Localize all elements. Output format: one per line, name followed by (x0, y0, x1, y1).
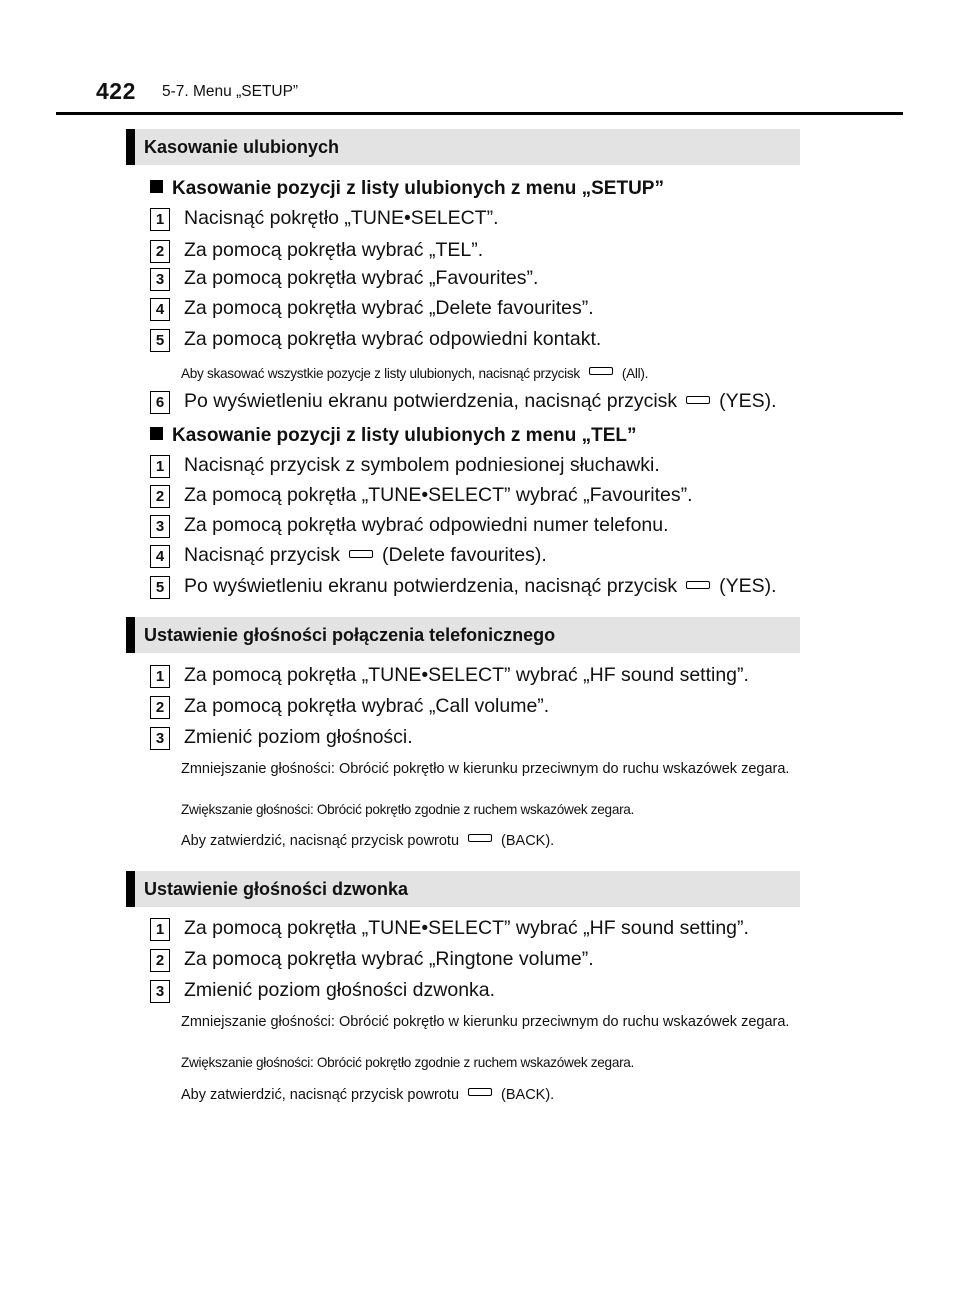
step (150, 727, 800, 751)
step (150, 455, 800, 479)
step-text: Za pomocą pokrętła wybrać odpowiedni kontakt. (184, 328, 602, 350)
step-number: 2 (150, 485, 170, 508)
step-text: Nacisnąć pokrętło „TUNE•SELECT”. (184, 207, 499, 229)
step (150, 485, 800, 509)
step-text: Za pomocą pokrętła „TUNE•SELECT” wybrać „HF sound setting”. (184, 664, 749, 686)
step-number: 3 (150, 727, 170, 750)
step-text: Za pomocą pokrętła wybrać „Delete favourites”. (184, 297, 594, 319)
note: Zmniejszanie głośności: Obrócić pokrętło w kierunku przeciwnym do ruchu wskazówek zegara. (181, 1014, 790, 1030)
step-text: Zmienić poziom głośności. (184, 726, 413, 748)
step-text: Po wyświetleniu ekranu potwierdzenia, nacisnąć przycisk (YES). (184, 390, 777, 412)
step-text: Po wyświetleniu ekranu potwierdzenia, nacisnąć przycisk (YES). (184, 575, 777, 597)
step-number: 5 (150, 329, 170, 352)
note-text: Aby skasować wszystkie pozycje z listy ulubionych, nacisnąć przycisk (181, 366, 580, 381)
delete-favourites-button-icon (349, 550, 373, 558)
step-number: 1 (150, 208, 170, 231)
step (150, 268, 800, 292)
all-button-icon (589, 367, 613, 375)
yes-button-icon (686, 581, 710, 589)
note: Zwiększanie głośności: Obrócić pokrętło zgodnie z ruchem wskazówek zegara. (181, 1055, 635, 1070)
step-number: 2 (150, 696, 170, 719)
step-text: Zmienić poziom głośności dzwonka. (184, 979, 496, 1001)
note: Aby zatwierdzić, nacisnąć przycisk powrotu (BACK). (181, 1087, 555, 1103)
step (150, 576, 800, 600)
step (150, 329, 800, 353)
step-number: 2 (150, 240, 170, 263)
step (150, 918, 800, 942)
step-number: 1 (150, 665, 170, 688)
section-heading-delete-favourites (126, 129, 800, 165)
section-heading-ringtone-volume (126, 871, 800, 907)
step-text: Za pomocą pokrętła „TUNE•SELECT” wybrać „HF sound setting”. (184, 917, 749, 939)
step-text: Za pomocą pokrętła wybrać „Ringtone volume”. (184, 948, 594, 970)
step (150, 515, 800, 539)
square-bullet-icon (150, 180, 163, 193)
step-text: Za pomocą pokrętła wybrać odpowiedni numer telefonu. (184, 514, 669, 536)
step (150, 545, 800, 569)
step (150, 298, 800, 322)
step-text: Za pomocą pokrętła wybrać „Favourites”. (184, 267, 539, 289)
square-bullet-icon (150, 427, 163, 440)
subheading-setup-menu (150, 178, 664, 200)
section-heading-call-volume (126, 617, 800, 653)
step-number: 2 (150, 949, 170, 972)
step-text: Za pomocą pokrętła „TUNE•SELECT” wybrać „Favourites”. (184, 484, 693, 506)
step (150, 391, 800, 415)
step-number: 1 (150, 918, 170, 941)
section-title: Kasowanie ulubionych (144, 137, 340, 157)
page-number: 422 (96, 78, 136, 104)
yes-button-icon (686, 396, 710, 404)
step-number: 3 (150, 980, 170, 1003)
step-text: Za pomocą pokrętła wybrać „Call volume”. (184, 695, 550, 717)
header-rule (56, 112, 903, 115)
section-title: Ustawienie głośności połączenia telefonicznego (144, 625, 556, 645)
back-button-icon (468, 834, 492, 842)
subheading-text: Kasowanie pozycji z listy ulubionych z menu „TEL” (172, 425, 637, 446)
note-text: (All). (621, 366, 649, 381)
step-number: 4 (150, 298, 170, 321)
step-text: Nacisnąć przycisk (Delete favourites). (184, 544, 547, 566)
note (181, 364, 800, 383)
subheading-tel-menu (150, 425, 637, 447)
section-title: Ustawienie głośności dzwonka (144, 879, 409, 899)
step-number: 5 (150, 576, 170, 599)
note: Zmniejszanie głośności: Obrócić pokrętło w kierunku przeciwnym do ruchu wskazówek zegara. (181, 761, 790, 777)
note: Zwiększanie głośności: Obrócić pokrętło zgodnie z ruchem wskazówek zegara. (181, 802, 635, 817)
step-text: Nacisnąć przycisk z symbolem podniesionej słuchawki. (184, 454, 660, 476)
step-number: 4 (150, 545, 170, 568)
step (150, 665, 800, 689)
chapter-title: 5-7. Menu „SETUP” (162, 83, 299, 100)
step-number: 1 (150, 455, 170, 478)
step (150, 240, 800, 264)
subheading-text: Kasowanie pozycji z listy ulubionych z menu „SETUP” (172, 178, 664, 199)
step (150, 980, 800, 1004)
note: Aby zatwierdzić, nacisnąć przycisk powrotu (BACK). (181, 833, 555, 849)
step-number: 6 (150, 391, 170, 414)
step (150, 208, 800, 232)
step (150, 949, 800, 973)
step-number: 3 (150, 515, 170, 538)
back-button-icon (468, 1088, 492, 1096)
step (150, 696, 800, 720)
step-text: Za pomocą pokrętła wybrać „TEL”. (184, 239, 484, 261)
step-number: 3 (150, 268, 170, 291)
